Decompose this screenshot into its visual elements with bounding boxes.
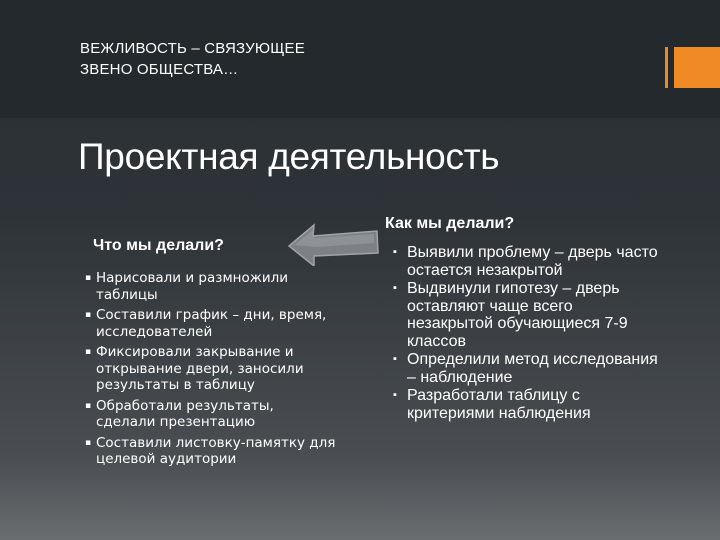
list-item: [87, 344, 337, 394]
header-line-2: ЗВЕНО ОБЩЕСТВА…: [80, 61, 239, 78]
bullet-icon: ▪: [85, 400, 92, 411]
list-item-text: Разработали таблицу с критериями наблюдения: [407, 387, 591, 422]
bullet-icon: ▪: [85, 437, 92, 448]
left-column-heading: Что мы делали?: [93, 237, 224, 254]
slide-title: Проектная деятельность: [78, 136, 500, 177]
right-column-list: [393, 244, 663, 423]
list-item-text: Выдвинули гипотезу – дверь оставляют чаще всего незакрытой обучающиеся 7-9 классов: [407, 280, 628, 350]
header-line-1: ВЕЖЛИВОСТЬ – СВЯЗУЮЩЕЕ: [80, 40, 305, 57]
bullet-icon: ▪: [393, 389, 397, 401]
list-item-text: Составили график – дни, время, исследователей: [96, 307, 327, 340]
accent-bar-thick: [674, 47, 720, 88]
bullet-icon: ▪: [85, 310, 92, 320]
list-item-text: Обработали результаты, сделали презентацию: [96, 397, 274, 430]
bullet-icon: ▪: [393, 353, 397, 365]
list-item: [393, 387, 663, 422]
list-item-text: Нарисовали и размножили таблицы: [96, 270, 289, 303]
list-item-text: Фиксировали закрывание и открывание двери, заносили результаты в таблицу: [96, 344, 304, 393]
right-column-heading: Как мы делали?: [385, 215, 515, 232]
bullet-icon: ▪: [85, 347, 92, 357]
list-item: [393, 244, 663, 279]
list-item: [393, 351, 663, 386]
slide-header: [80, 38, 305, 80]
list-item: [87, 398, 337, 431]
left-arrow-icon: [288, 222, 380, 266]
bullet-icon: ▪: [85, 273, 92, 283]
list-item-text: Выявили проблему – дверь часто остается незакрытой: [407, 244, 658, 279]
list-item: [87, 307, 337, 340]
bullet-icon: ▪: [393, 282, 397, 294]
list-item: [87, 270, 337, 303]
left-column-list: [87, 270, 337, 472]
list-item: [87, 435, 337, 468]
list-item: [393, 280, 663, 350]
list-item-text: Определили метод исследования – наблюдение: [407, 351, 658, 386]
bullet-icon: ▪: [393, 246, 397, 258]
list-item-text: Составили листовку-памятку для целевой аудитории: [96, 434, 336, 467]
accent-bar-thin: [665, 47, 668, 88]
